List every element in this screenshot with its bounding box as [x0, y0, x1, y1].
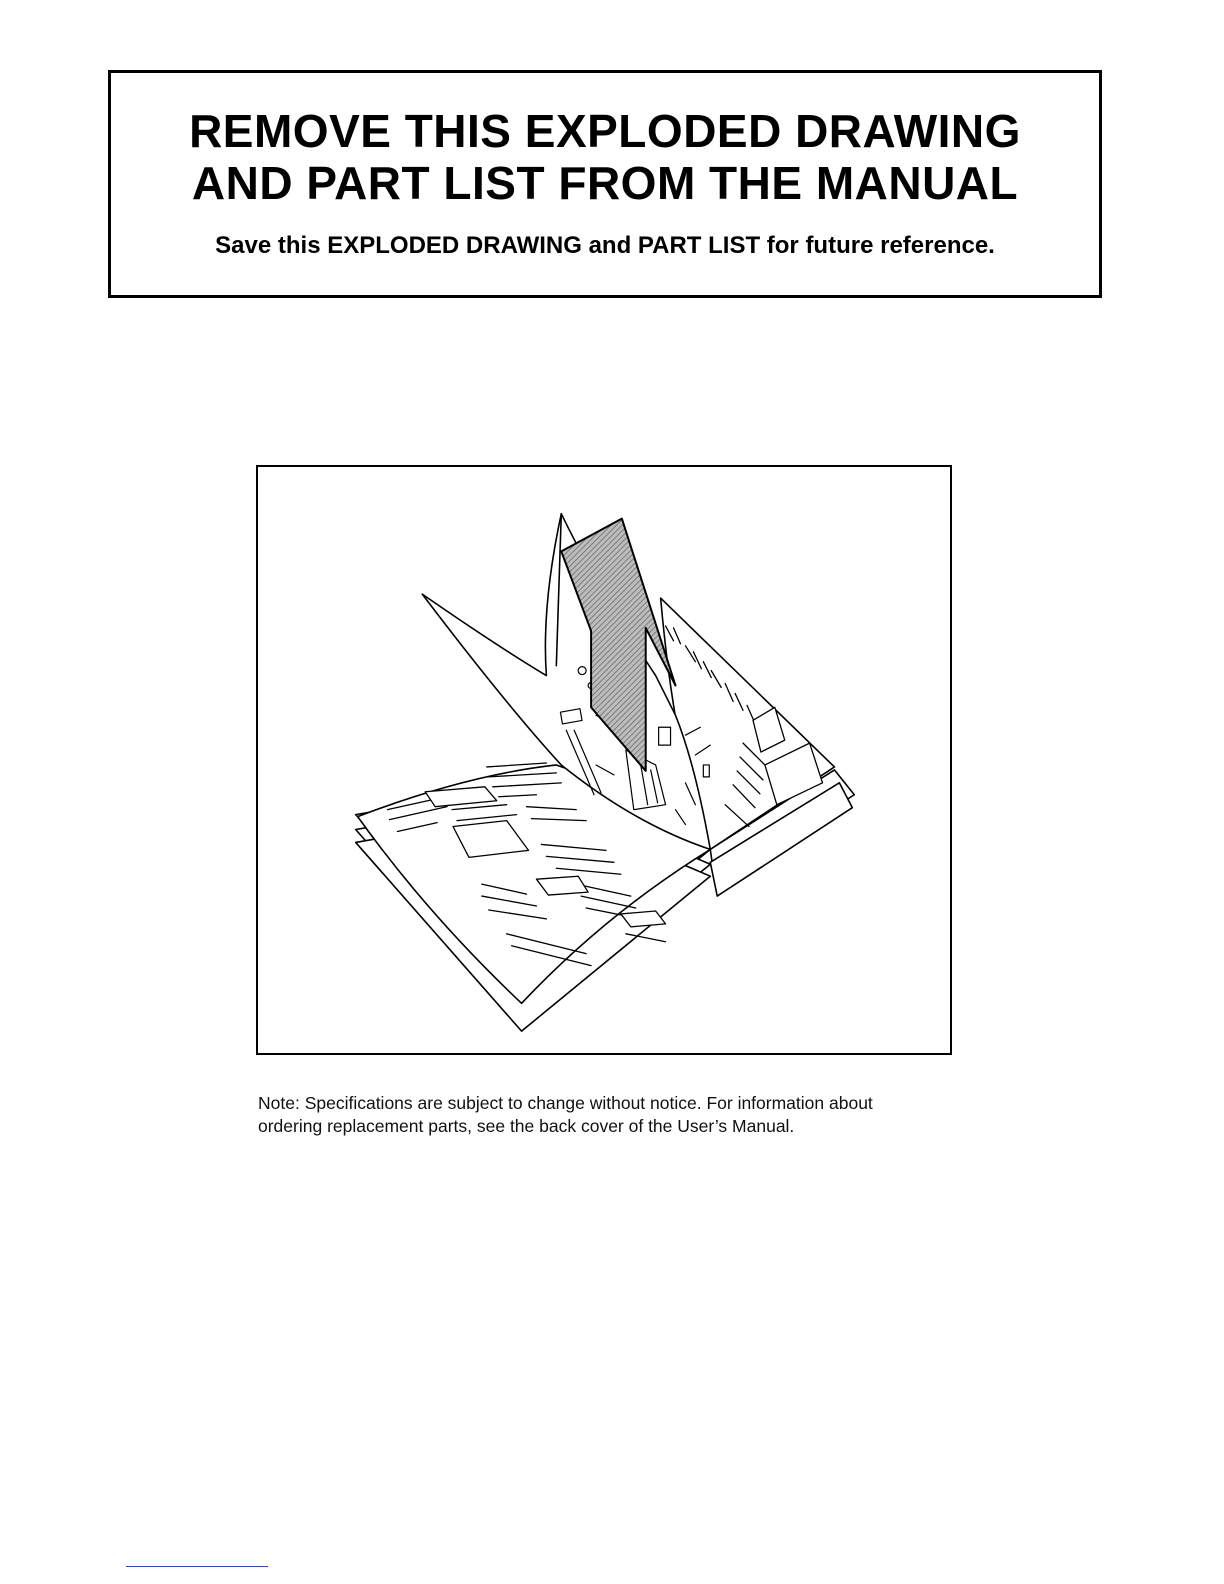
notice-subtitle: Save this EXPLODED DRAWING and PART LIST for future reference.: [215, 232, 995, 259]
notice-box: [108, 70, 1102, 298]
manual-illustration-icon: [258, 467, 950, 1053]
note-line-2: ordering replacement parts, see the back cover of the User’s Manual.: [258, 1116, 795, 1136]
notice-title-line-2: AND PART LIST FROM THE MANUAL: [191, 157, 1019, 209]
manual-illustration-frame: [256, 465, 952, 1055]
notice-title-line-1: REMOVE THIS EXPLODED DRAWING: [189, 105, 1021, 157]
specifications-note: [258, 1092, 978, 1138]
note-line-1: Note: Specifications are subject to change without notice. For information about: [258, 1093, 873, 1113]
footer-rule: [126, 1566, 268, 1567]
notice-title: [111, 73, 1099, 209]
